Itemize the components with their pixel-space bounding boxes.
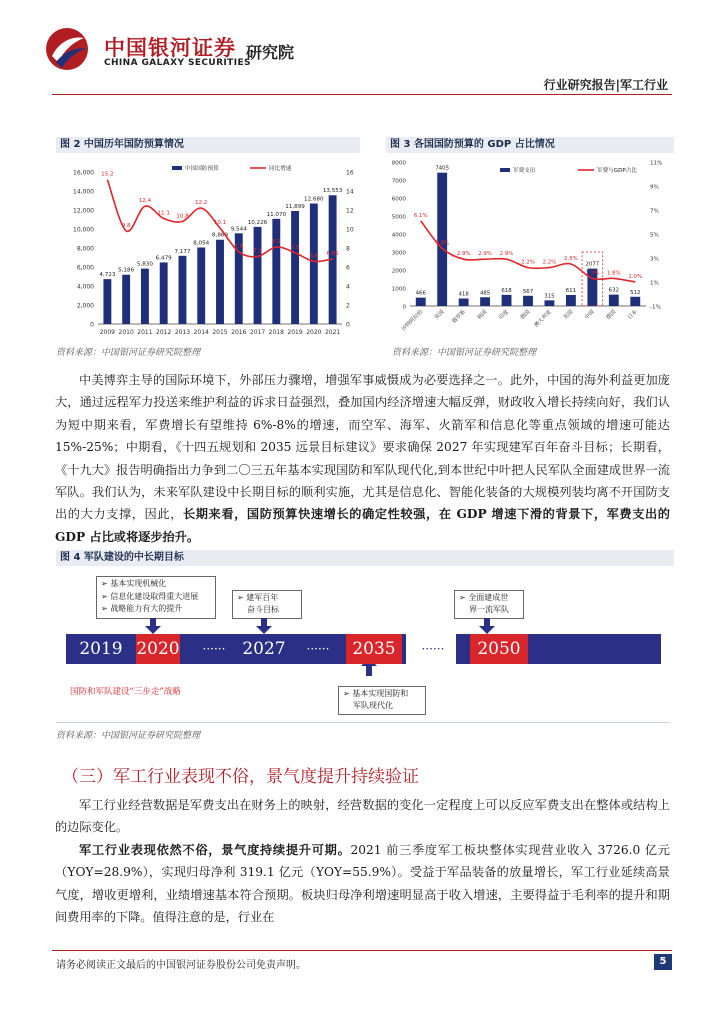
bar-value-label: 611 xyxy=(565,288,577,295)
right-tick-label: 8 xyxy=(346,245,350,253)
category-label: 2016 xyxy=(231,329,247,336)
category-label: 2021 xyxy=(324,329,341,336)
category-label: 2017 xyxy=(249,329,266,336)
strategy-label: 国防和军队建设“三步走”战略 xyxy=(70,687,181,697)
category-label: 澳大利亚 xyxy=(533,309,553,329)
line-value-label: 12.2 xyxy=(194,200,208,207)
right-tick-label: 16 xyxy=(346,169,354,177)
bar-value-label: 315 xyxy=(544,293,555,300)
fig2-source: 资料来源：中国银河证券研究院整理 xyxy=(56,348,201,358)
line-value-label: 3.8% xyxy=(435,240,450,247)
category-label: 2010 xyxy=(118,329,134,336)
right-tick-label: 3% xyxy=(650,256,659,263)
fig2-title: 图 2 中国历年国防预算情况 xyxy=(56,137,360,153)
category-label: 日本 xyxy=(626,309,639,322)
bar-value-label: 512 xyxy=(630,289,641,296)
line-value-label: 2.2% xyxy=(542,259,557,266)
goal-box-2020-line-1: ➢ 基本实现机械化 xyxy=(101,579,167,588)
line-value-label: 6.6 xyxy=(309,253,319,260)
line-value-label: 8.1 xyxy=(271,239,281,246)
right-tick-label: 14 xyxy=(346,188,354,196)
footer-rule xyxy=(52,950,672,951)
bar xyxy=(630,297,640,306)
line-value-label: 1.3% xyxy=(585,270,600,277)
line-value-label: 2.2% xyxy=(521,259,535,266)
right-tick-label: 0 xyxy=(346,321,350,329)
category-label: 韩国 xyxy=(476,309,489,322)
timeline-dots-1: ······ xyxy=(202,642,226,656)
right-tick-label: 12 xyxy=(346,207,354,215)
header-rule xyxy=(52,94,672,95)
timeline-dots-2: ······ xyxy=(306,642,330,656)
left-tick-label: 5000 xyxy=(391,214,406,221)
goal-box-2020-line-2: ➢ 信息化建设取得重大进展 xyxy=(101,591,199,601)
bar xyxy=(179,256,187,324)
bar-value-label: 7,177 xyxy=(174,248,191,255)
bar-value-label: 466 xyxy=(415,290,426,297)
bar-value-label: 11,070 xyxy=(266,211,287,218)
goal-box-2035 xyxy=(338,686,426,715)
right-tick-label: 11% xyxy=(650,160,663,167)
bar xyxy=(216,240,224,324)
line-value-label: 2.9% xyxy=(499,251,514,258)
legend-bar-label: 军费支出 xyxy=(513,168,536,174)
left-tick-label: 16,000 xyxy=(73,169,94,177)
right-tick-label: -1% xyxy=(650,304,661,311)
bar-value-label: 8,869 xyxy=(211,232,229,239)
left-tick-label: 2,000 xyxy=(76,302,94,310)
bar xyxy=(103,279,111,324)
bar-value-label: 7405 xyxy=(435,165,450,172)
report-type: 行业研究报告|军工行业 xyxy=(543,78,668,92)
bar xyxy=(310,204,318,324)
para2-text: 军工行业经营数据是军费支出在财务上的映射，经营数据的变化一定程度上可以反应军费支出在整体或结构上的边际变化。 xyxy=(55,798,670,835)
year-2035: 2035 xyxy=(352,639,396,659)
legend-bar-label: 中国国防预算 xyxy=(185,166,219,172)
category-label: 2015 xyxy=(212,329,228,336)
line-value-label: 12.4 xyxy=(138,198,152,205)
bar-value-label: 4,723 xyxy=(99,272,116,279)
category-label: 2012 xyxy=(156,329,172,336)
institute-label: 研究院 xyxy=(246,43,295,62)
bar xyxy=(435,173,450,306)
left-tick-label: 6000 xyxy=(391,196,406,203)
category-label: 2020 xyxy=(306,329,322,336)
bar-value-label: 10,226 xyxy=(247,219,268,226)
brand-name-cn: 中国银河证券 xyxy=(104,36,236,60)
line-value-label: 1.0% xyxy=(628,274,643,280)
bar-value-label: 12,680 xyxy=(304,196,324,203)
bar xyxy=(523,296,533,306)
body-paragraph-3 xyxy=(55,839,670,929)
fig3-chart xyxy=(384,156,674,340)
bar xyxy=(254,227,262,324)
line-value-label: 10.1 xyxy=(213,220,227,227)
right-tick-label: 2 xyxy=(346,302,350,310)
goal-box-2050-line-2: 界一流军队 xyxy=(469,605,509,614)
left-tick-label: 3000 xyxy=(391,250,406,257)
category-label: 沙特阿拉伯 xyxy=(400,309,425,333)
bar-value-label: 8,054 xyxy=(193,240,210,247)
legend-line-label: 军费与GDP占比 xyxy=(597,168,637,174)
bar-value-label: 13,553 xyxy=(322,188,343,195)
footer-disclaimer: 请务必阅读正文最后的中国银河证券股份公司免责声明。 xyxy=(56,960,306,971)
left-tick-label: 1000 xyxy=(391,286,406,293)
legend-line-label: 同比增速 xyxy=(269,166,292,172)
left-tick-label: 0 xyxy=(90,321,94,329)
goal-box-2035-line-2: 军队现代化 xyxy=(353,701,393,710)
goal-box-2035-line-1: ➢ 基本实现国防和 xyxy=(343,689,409,698)
right-tick-label: 5% xyxy=(650,232,659,239)
bar xyxy=(272,219,280,324)
bar xyxy=(416,298,426,306)
left-tick-label: 8000 xyxy=(391,160,406,167)
goal-box-2050-line-1: ➢ 全面建成世 xyxy=(459,593,509,602)
category-label: 2014 xyxy=(193,329,209,336)
line-value-label: 6.1% xyxy=(413,212,428,219)
page-number: 5 xyxy=(654,954,672,970)
bar-value-label: 6,479 xyxy=(155,255,172,262)
year-2050: 2050 xyxy=(477,639,521,659)
bar-value-label: 567 xyxy=(522,288,534,295)
bar-value-label: 5,830 xyxy=(136,261,153,268)
goal-box-2027-line-2: 奋斗目标 xyxy=(247,605,279,614)
fig4-source: 资料来源：中国银河证券研究院整理 xyxy=(56,731,201,741)
bar-value-label: 632 xyxy=(608,287,619,294)
category-label: 俄罗斯 xyxy=(451,309,468,325)
right-tick-label: 6 xyxy=(346,264,350,272)
category-label: 中国 xyxy=(583,309,596,322)
bar-value-label: 618 xyxy=(501,287,512,294)
category-label: 德国 xyxy=(519,309,532,322)
para3-bold-text: 军工行业表现依然不俗，景气度持续提升可期。 xyxy=(79,843,351,857)
goal-box-2020-line-3: ➢ 战略能力有大的提升 xyxy=(101,604,183,613)
body-paragraph-1 xyxy=(55,369,670,548)
line-value-label: 1.8% xyxy=(606,270,621,277)
category-label: 英国 xyxy=(433,309,446,322)
left-tick-label: 4000 xyxy=(391,232,406,239)
fig2-chart xyxy=(56,156,368,340)
legend-bar-swatch xyxy=(500,168,510,172)
left-tick-label: 2000 xyxy=(391,268,406,275)
line-value-label: 2.5% xyxy=(564,256,578,262)
fig3-source: 资料来源：中国银河证券研究院整理 xyxy=(392,348,537,358)
bar-value-label: 485 xyxy=(479,290,491,297)
bar-value-label: 5,186 xyxy=(118,267,135,274)
left-tick-label: 14,000 xyxy=(73,188,94,196)
bar-value-label: 11,899 xyxy=(285,203,305,210)
left-tick-label: 6,000 xyxy=(76,264,94,272)
year-2027: 2027 xyxy=(242,639,286,659)
bar xyxy=(141,269,149,324)
body-paragraph-2 xyxy=(55,794,670,839)
bar-value-label: 2077 xyxy=(585,261,600,268)
left-tick-label: 12,000 xyxy=(73,207,94,215)
bar xyxy=(197,247,205,324)
category-label: 2019 xyxy=(287,329,303,336)
right-tick-label: 7% xyxy=(650,208,659,215)
category-label: 2013 xyxy=(174,329,191,336)
para1-text: 中美博弈主导的国际环境下，外部压力骤增，增强军事威慑成为必要选择之一。此外，中国的海外利益更加庞大，通过远程军力投送来维护利益的诉求日益强烈，叠加国内经济增速大幅反弹，财政收入增长持续向好，我们认为短中期来看，军费增长有望维持 6%-8%的增速，而空军、海军、火箭军和信息化等重点领域的增速可能达 15%-25%；中期看，《十四五规划和 2035 远景目标建议》要求确保 2027 年实现建军百年奋斗目标；长期看，《十九大》报告明确指出力争到二〇三五年基本实现国防和军队现代化,到本世纪中叶把人民军队全面建成世界一流军队。我们认为，未来军队建设中长期目标的顺利实施，尤其是信息化、智能化装备的大规模列装均离不开国防支出的大力支撑，因此， xyxy=(55,373,670,522)
legend-bar-swatch xyxy=(172,166,182,170)
line-series xyxy=(421,221,636,282)
left-tick-label: 10,000 xyxy=(73,226,94,234)
bar-value-label: 418 xyxy=(458,291,469,298)
category-label: 2018 xyxy=(268,329,284,336)
line-value-label: 6.85 xyxy=(326,250,339,257)
timeline-dots-3: ······ xyxy=(421,642,445,656)
category-label: 印度 xyxy=(498,309,510,322)
para1-bold-text: 长期来看，国防预算快速增长的确定性较强，在 GDP 增速下滑的背景下，军费支出的 GDP 占比或将逐步抬升。 xyxy=(55,507,670,544)
left-tick-label: 7000 xyxy=(391,178,406,185)
bar xyxy=(545,300,555,306)
left-tick-label: 0 xyxy=(402,304,406,311)
right-tick-label: 1% xyxy=(650,280,659,287)
para3-text: 2021 前三季度军工板块整体实现营业收入 3726.0 亿元（YOY=28.9%），实现归母净利 319.1 亿元（YOY=55.9%）。受益于军品装备的放量增长，军工行业延续高景气度，增收更增利，业绩增速基本符合预期。板块归母净利增速明显高于收入增速，主要得益于毛利率的提升和期间费用率的下降。值得注意的是，行业在 xyxy=(55,843,670,925)
bar xyxy=(291,211,299,324)
line-value-label: 7.1 xyxy=(253,248,262,255)
fig4-diagram xyxy=(56,570,670,723)
category-label: 2011 xyxy=(137,329,153,336)
right-tick-label: 4 xyxy=(346,283,350,291)
fig4-title: 图 4 军队建设的中长期目标 xyxy=(56,550,674,566)
line-value-label: 9.8 xyxy=(121,222,131,229)
line-value-label: 10.8 xyxy=(176,213,189,220)
year-2020: 2020 xyxy=(136,639,180,659)
bar xyxy=(122,275,130,324)
line-value-label: 15.2 xyxy=(101,171,114,178)
category-label: 德国 xyxy=(605,309,618,322)
left-tick-label: 4,000 xyxy=(76,283,94,291)
bar xyxy=(609,295,619,306)
line-value-label: 7.6 xyxy=(234,243,244,250)
bar xyxy=(160,262,168,324)
bar xyxy=(566,295,576,306)
category-label: 2009 xyxy=(99,329,116,336)
bar-value-label: 9,544 xyxy=(230,226,247,233)
line-value-label: 2.9% xyxy=(478,251,492,258)
galaxy-logo-icon xyxy=(44,26,90,72)
section-title: （三）军工行业表现不俗，景气度提升持续验证 xyxy=(62,767,419,787)
category-label: 美国 xyxy=(562,309,575,322)
fig3-title: 图 3 各国国防预算的 GDP 占比情况 xyxy=(386,137,674,153)
goal-box-2027-line-1: ➢ 建军百年 xyxy=(237,593,279,602)
line-value-label: 7.5 xyxy=(290,244,300,251)
bar xyxy=(480,297,490,306)
right-tick-label: 9% xyxy=(650,184,659,191)
bar xyxy=(502,295,512,306)
left-tick-label: 8,000 xyxy=(76,245,94,253)
year-2019: 2019 xyxy=(79,639,123,659)
bar xyxy=(459,298,469,306)
right-tick-label: 10 xyxy=(346,226,354,234)
brand-name-en: CHINA GALAXY SECURITIES xyxy=(104,58,251,68)
line-value-label: 11.1 xyxy=(157,210,170,217)
line-value-label: 2.9% xyxy=(456,251,471,258)
